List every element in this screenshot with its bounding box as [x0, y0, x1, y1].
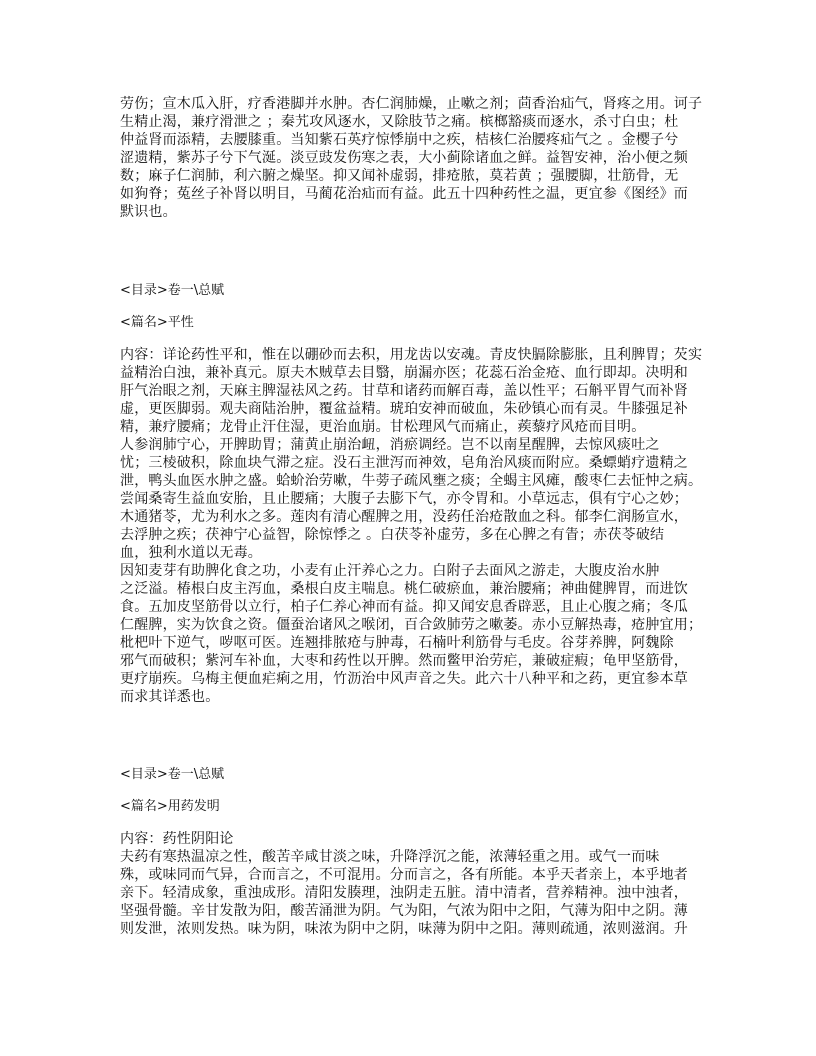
section-3 — [120, 766, 700, 938]
text-line: 则发泄，浓则发热。味为阴，味浓为阴中之阴，味薄为阴中之阳。薄则疏通，浓则滋润。升 — [120, 921, 688, 937]
chapter-title: <篇名>用药发明 — [120, 799, 220, 814]
text-line: 如狗脊；菟丝子补肾以明目，马蔺花治疝而有益。此五十四种药性之温，更宜参《图经》而 — [120, 186, 688, 202]
section-1-body — [120, 95, 703, 221]
text-line: 因知麦芽有助脾化食之功，小麦有止汗养心之力。白附子去面风之游走，大腹皮治水肿 — [120, 563, 660, 579]
text-line: 亲下。轻清成象，重浊成形。清阳发腠理，浊阴走五脏。清中清者，营养精神。浊中浊者， — [120, 885, 688, 901]
chapter-title: <篇名>平性 — [120, 315, 194, 330]
catalog-heading: <目录>卷一\总赋 — [120, 767, 225, 782]
text-line: 之泛溢。椿根白皮主泻血，桑根白皮主喘息。桃仁破瘀血，兼治腰痛；神曲健脾胃，而进饮 — [120, 581, 688, 597]
text-line: 食。五加皮坚筋骨以立行，柏子仁养心神而有益。抑又闻安息香辟恶，且止心腹之痛；冬瓜 — [120, 599, 688, 615]
text-line: 木通猪苓，尤为利水之多。莲肉有清心醒脾之用，没药任治疮散血之科。郁李仁润肠宣水， — [120, 509, 688, 525]
text-line: 忧；三棱破积，除血块气滞之症。没石主泄泻而神效，皂角治风痰而附应。桑螵蛸疗遗精之 — [120, 455, 688, 471]
text-line: 内容：药性阴阳论 — [120, 831, 234, 847]
text-line: 内容：详论药性平和，惟在以硼砂而去积，用龙齿以安魂。青皮快膈除膨胀，且利脾胃；芡实 — [120, 347, 703, 363]
text-line: 血，独利水道以无毒。 — [120, 545, 262, 561]
text-line: 精，兼疗腰痛；龙骨止汗住湿，更治血崩。甘松理风气而痛止，蒺藜疗风疮而目明。 — [120, 419, 646, 435]
text-line: 仁醒脾，实为饮食之资。僵蚕治诸风之喉闭，百合敛肺劳之嗽萎。赤小豆解热毒，疮肿宜用； — [120, 617, 703, 633]
text-line: 涩遗精，紫苏子兮下气涎。淡豆豉发伤寒之表，大小蓟除诸血之鲜。益智安神，治小便之频 — [120, 150, 688, 166]
text-line: 虚，更医脚弱。观夫商陆治肿，覆盆益精。琥珀安神而破血，朱砂镇心而有灵。牛膝强足补 — [120, 401, 688, 417]
catalog-heading: <目录>卷一\总赋 — [120, 283, 225, 298]
text-line: 去浮肿之疾；茯神宁心益智，除惊悸之 。白茯苓补虚劳，多在心脾之有眚；赤茯苓破结 — [120, 527, 665, 543]
text-line: 枇杷叶下逆气，哕呕可医。连翘排脓疮与肿毒，石楠叶利筋骨与毛皮。谷芽养脾，阿魏除 — [120, 635, 674, 651]
text-line: 而求其详悉也。 — [120, 689, 220, 705]
text-line: 益精治白浊，兼补真元。原夫木贼草去目翳，崩漏亦医；花蕊石治金疮、血行即却。决明和 — [120, 365, 688, 381]
text-line: 坚强骨髓。辛甘发散为阳，酸苦涌泄为阴。气为阳，气浓为阳中之阳，气薄为阳中之阴。薄 — [120, 903, 688, 919]
text-line: 劳伤；宣木瓜入肝，疗香港脚并水肿。杏仁润肺燥，止嗽之剂；茴香治疝气，肾疼之用。诃子 — [120, 96, 703, 112]
text-line: 数；麻子仁润肺，利六腑之燥坚。抑又闻补虚弱，排疮脓，莫若黄 ；强腰脚，壮筋骨，无 — [120, 168, 679, 184]
text-line: 肝气治眼之剂，天麻主脾湿祛风之药。甘草和诸药而解百毒，盖以性平；石斛平胃气而补肾 — [120, 383, 688, 399]
text-line: 夫药有寒热温凉之性，酸苦辛咸甘淡之味，升降浮沉之能，浓薄轻重之用。或气一而味 — [120, 849, 660, 865]
section-2 — [120, 282, 703, 706]
text-line: 殊，或味同而气异，合而言之，不可混用。分而言之，各有所能。本乎天者亲上，本乎地者 — [120, 867, 688, 883]
text-line: 人参润肺宁心，开脾助胃；蒲黄止崩治衄，消瘀调经。岂不以南星醒脾，去惊风痰吐之 — [120, 437, 660, 453]
text-line: 邪气而破积；紫河车补血，大枣和药性以开脾。然而鳖甲治劳疟，兼破症瘕；龟甲坚筋骨， — [120, 653, 688, 669]
section-2-body — [120, 346, 703, 706]
text-line: 默识也。 — [120, 204, 177, 220]
text-line: 更疗崩疾。乌梅主便血疟痢之用，竹沥治中风声音之失。此六十八种平和之药，更宜参本草 — [120, 671, 688, 687]
section-3-body — [120, 830, 700, 938]
text-line: 生精止渴，兼疗滑泄之 ；秦艽攻风逐水，又除肢节之痛。槟榔豁痰而逐水，杀寸白虫；杜 — [120, 114, 679, 130]
text-line: 泄，鸭头血医水肿之盛。蛤蚧治劳嗽，牛蒡子疏风壅之痰；全蝎主风瘫，酸枣仁去怔忡之病。 — [120, 473, 703, 489]
text-line: 尝闻桑寄生益血安胎，且止腰痛；大腹子去膨下气，亦令胃和。小草远志，俱有宁心之妙； — [120, 491, 688, 507]
text-line: 仲益肾而添精，去腰膝重。当知紫石英疗惊悸崩中之疾，桔核仁治腰疼疝气之 。金樱子兮 — [120, 132, 679, 148]
